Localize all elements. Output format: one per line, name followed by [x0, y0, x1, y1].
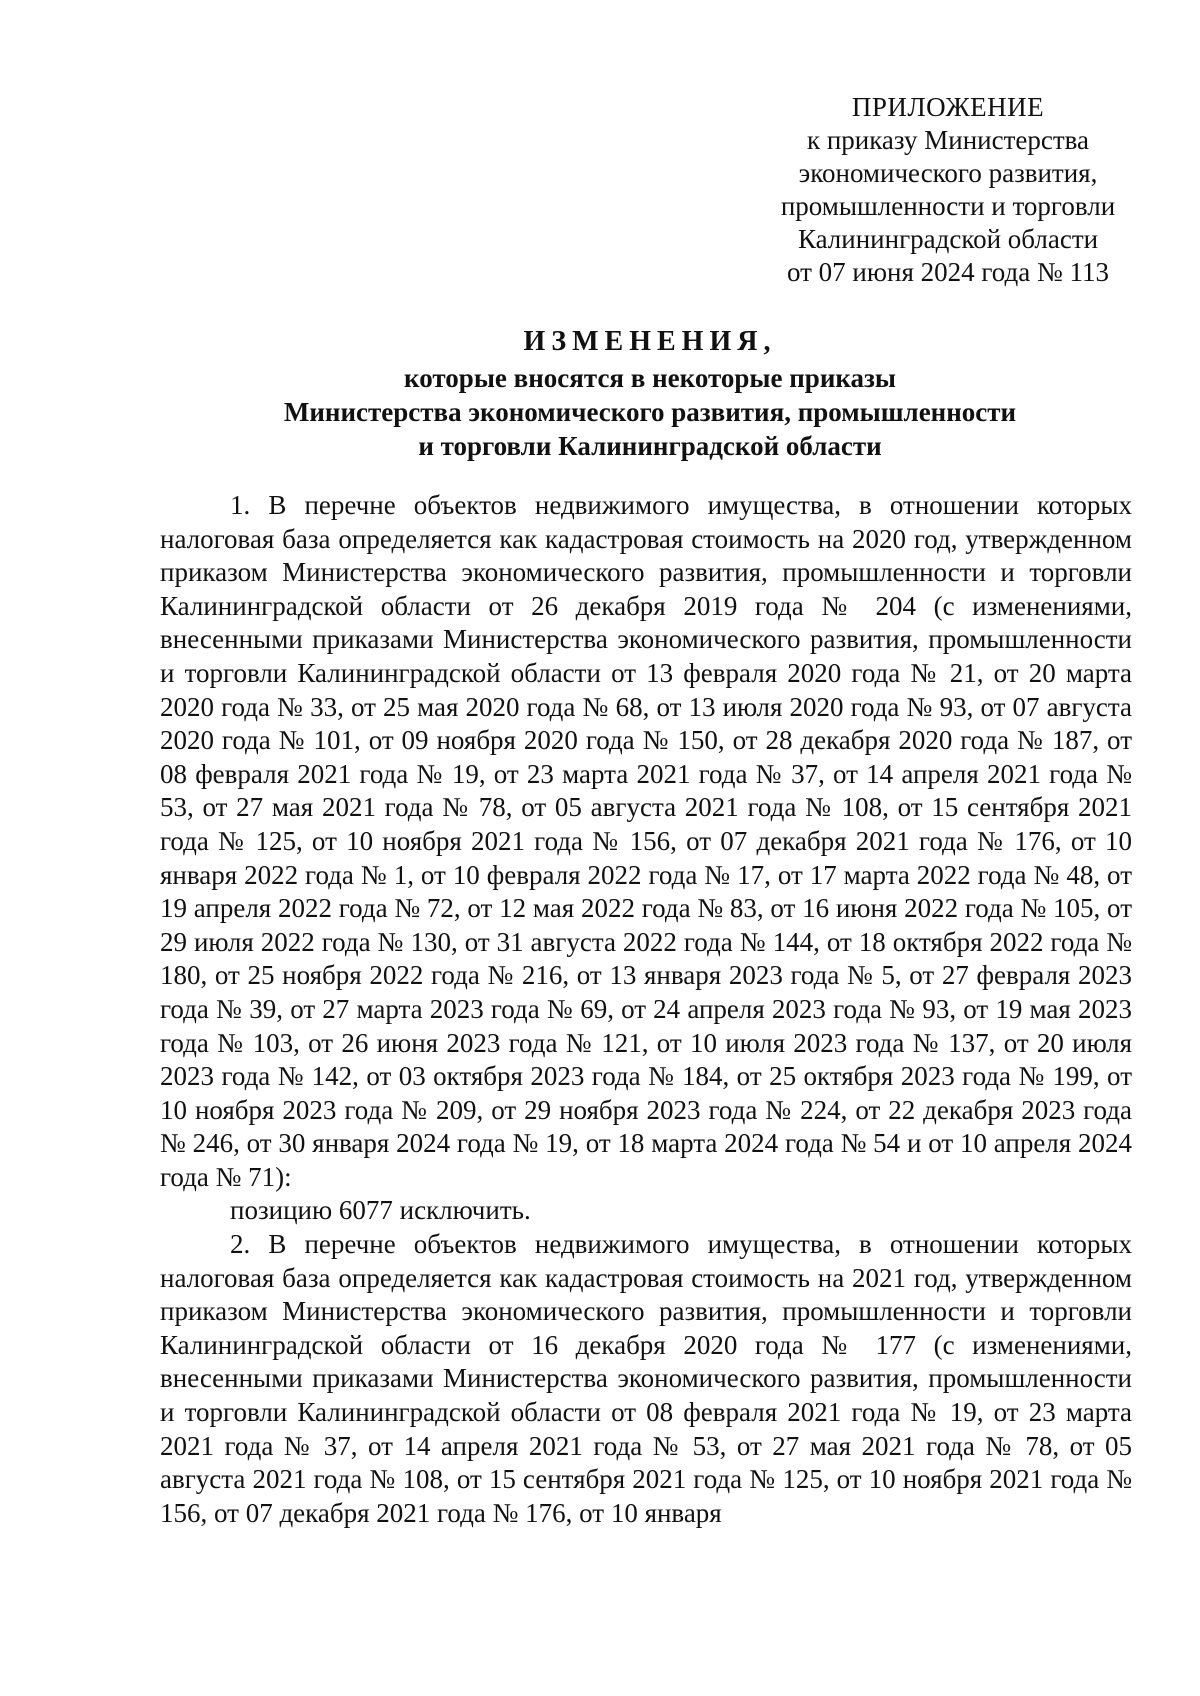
paragraph-item-1: 1. В перечне объектов недвижимого имущества, в отношении которых налоговая база определяется как кадастровая стоимость на 2020 год, утвержденном приказом Министерства экономического развития, промышленности и торговли Калининградской области от 26 декабря 2019 года № 204 (с изменениями, внесенными приказами Министерства экономического развития, промышленности и торговли Калининградской области от 13 февраля 2020 года № 21, от 20 марта 2020 года № 33, от 25 мая 2020 года № 68, от 13 июля 2020 года № 93, от 07 августа 2020 года № 101, от 09 ноября 2020 года № 150, от 28 декабря 2020 года № 187, от 08 февраля 2021 года № 19, от 23 марта 2021 года № 37, от 14 апреля 2021 года № 53, от 27 мая 2021 года № 78, от 05 августа 2021 года № 108, от 15 сентября 2021 года № 125, от 10 ноября 2021 года № 156, от 07 декабря 2021 года № 176, от 10 января 2022 года № 1, от 10 февраля 2022 года № 17, от 17 марта 2022 года № 48, от 19 апреля 2022 года № 72, от 12 мая 2022 года № 83, от 16 июня 2022 года № 105, от 29 июля 2022 года № 130, от 31 августа 2022 года № 144, от 18 октября 2022 года № 180, от 25 ноября 2022 года № 216, от 13 января 2023 года № 5, от 27 февраля 2023 года № 39, от 27 марта 2023 года № 69, от 24 апреля 2023 года № 93, от 19 мая 2023 года № 103, от 26 июня 2023 года № 121, от 10 июля 2023 года № 137, от 20 июля 2023 года № 142, от 03 октября 2023 года № 184, от 25 октября 2023 года № 199, от 10 ноября 2023 года № 209, от 29 ноября 2023 года № 224, от 22 декабря 2023 года № 246, от 30 января 2024 года № 19, от 18 марта 2024 года № 54 и от 10 апреля 2024 года № 71):	[160, 490, 1132, 1192]
annex-block	[778, 91, 1118, 289]
annex-line: экономического развития,	[798, 158, 1098, 188]
paragraph-item-1-action: позицию 6077 исключить.	[230, 1195, 531, 1226]
heading-line: и торговли Калининградской области	[418, 431, 882, 461]
document-heading	[160, 325, 1140, 463]
annex-line: Калининградской области	[797, 224, 1099, 254]
heading-line: Министерства экономического развития, промышленности	[283, 397, 1017, 427]
document-body	[160, 489, 1132, 1530]
paragraph-item-2: 2. В перечне объектов недвижимого имущества, в отношении которых налоговая база определяется как кадастровая стоимость на 2021 год, утвержденном приказом Министерства экономического развития, промышленности и торговли Калининградской области от 16 декабря 2020 года № 177 (с изменениями, внесенными приказами Министерства экономического развития, промышленности и торговли Калининградской области от 08 февраля 2021 года № 19, от 23 марта 2021 года № 37, от 14 апреля 2021 года № 53, от 27 мая 2021 года № 78, от 05 августа 2021 года № 108, от 15 сентября 2021 года № 125, от 10 ноября 2021 года № 156, от 07 декабря 2021 года № 176, от 10 января	[160, 1229, 1132, 1528]
annex-line: к приказу Министерства	[806, 125, 1090, 155]
heading-line: которые вносятся в некоторые приказы	[404, 363, 896, 393]
heading-main: ИЗМЕНЕНИЯ,	[523, 326, 777, 357]
annex-date-number: от 07 июня 2024 года № 113	[786, 257, 1110, 287]
annex-title: ПРИЛОЖЕНИЕ	[851, 92, 1045, 122]
annex-line: промышленности и торговли	[780, 191, 1116, 221]
